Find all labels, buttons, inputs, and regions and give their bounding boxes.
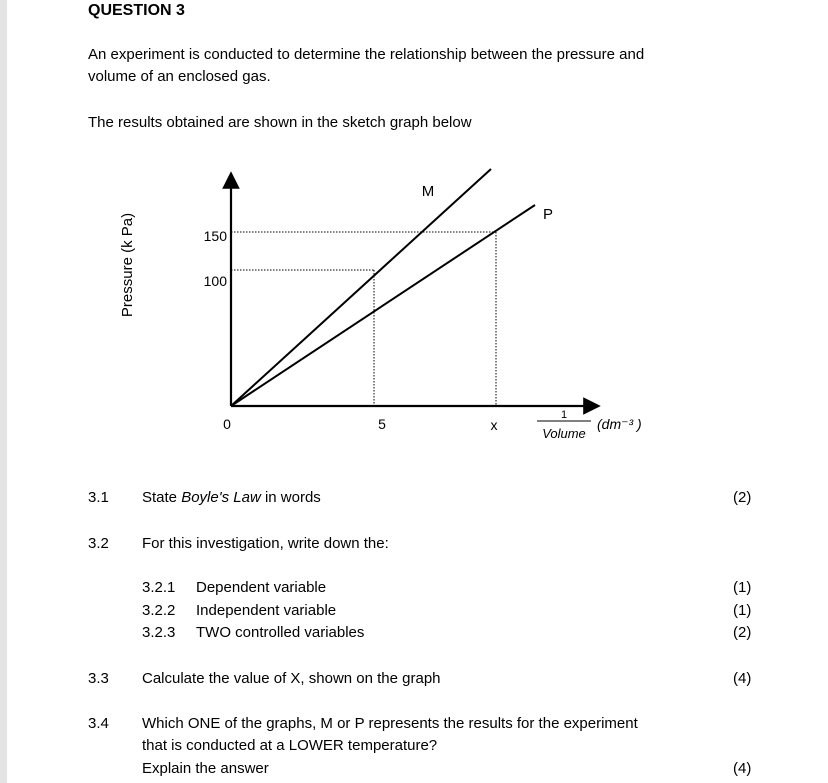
x-tick-5: 5 bbox=[378, 416, 386, 432]
boyles-law-italic: Boyle's Law bbox=[181, 489, 261, 506]
q3-1-text: State Boyle's Law in words bbox=[142, 489, 321, 506]
results-sentence: The results obtained are shown in the sketch graph below bbox=[88, 114, 472, 131]
q3-2-1-number: 3.2.1 bbox=[142, 579, 176, 596]
x-tick-0: 0 bbox=[223, 416, 231, 432]
q3-2-2-marks: (1) bbox=[733, 602, 752, 619]
x-axis-label-denominator: Volume bbox=[542, 426, 586, 441]
q3-3-marks: (4) bbox=[733, 670, 752, 687]
y-tick-150: 150 bbox=[203, 228, 227, 244]
q3-4-line-1: Which ONE of the graphs, M or P represents the results for the experiment bbox=[142, 715, 638, 732]
series-line-m bbox=[231, 169, 491, 406]
q3-4-line-3: Explain the answer bbox=[142, 760, 269, 777]
question-heading: QUESTION 3 bbox=[88, 2, 185, 19]
series-label-m: M bbox=[421, 183, 435, 200]
y-axis-label: Pressure (k Pa) bbox=[119, 212, 136, 318]
q3-3-text: Calculate the value of X, shown on the graph bbox=[142, 670, 441, 687]
intro-line-2: volume of an enclosed gas. bbox=[88, 68, 271, 85]
q3-1-marks: (2) bbox=[733, 489, 752, 506]
q3-2-3-text: TWO controlled variables bbox=[196, 624, 365, 641]
series-label-p: P bbox=[542, 206, 554, 223]
q3-2-text: For this investigation, write down the: bbox=[142, 535, 389, 552]
series-line-p bbox=[231, 205, 535, 406]
q3-2-3-number: 3.2.3 bbox=[142, 624, 176, 641]
x-axis-label-numerator: 1 bbox=[560, 409, 568, 421]
q3-4-line-2: that is conducted at a LOWER temperature? bbox=[142, 737, 438, 754]
y-tick-100: 100 bbox=[203, 273, 227, 289]
q3-1-number: 3.1 bbox=[88, 489, 109, 506]
q3-2-number: 3.2 bbox=[88, 535, 109, 552]
intro-line-1: An experiment is conducted to determine the relationship between the pressure and bbox=[88, 46, 645, 63]
q3-4-marks: (4) bbox=[733, 760, 752, 777]
q3-4-number: 3.4 bbox=[88, 715, 109, 732]
q3-3-number: 3.3 bbox=[88, 670, 109, 687]
q3-2-1-text: Dependent variable bbox=[196, 579, 327, 596]
q3-2-3-marks: (2) bbox=[733, 624, 752, 641]
q3-2-1-marks: (1) bbox=[733, 579, 752, 596]
x-tick-x: x bbox=[490, 417, 498, 433]
x-axis-unit: (dm⁻³ ) bbox=[597, 416, 642, 432]
q3-2-2-text: Independent variable bbox=[196, 602, 337, 619]
q3-2-2-number: 3.2.2 bbox=[142, 602, 176, 619]
